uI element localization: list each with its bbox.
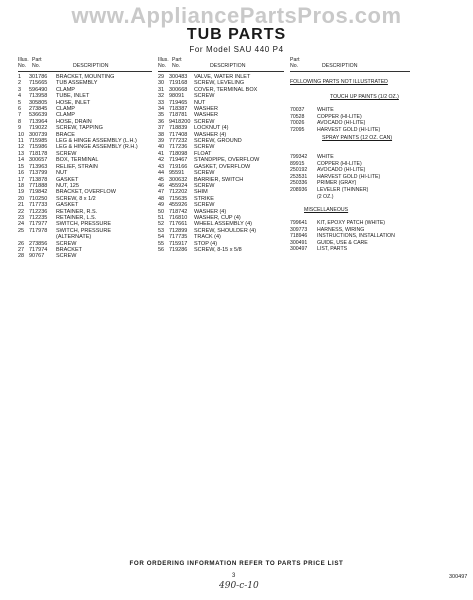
left-column-header	[18, 57, 109, 69]
illus-number: 56	[158, 246, 165, 253]
part-number: 719465	[169, 99, 188, 106]
part-number: 777232	[169, 138, 188, 145]
part-number: 305805	[29, 99, 48, 106]
part-description: BRACKET, MOUNTING	[56, 74, 115, 80]
part-description: BRACKET	[56, 246, 82, 253]
part-number: 715917	[169, 240, 188, 247]
illus-number: 17	[18, 176, 25, 183]
touch-up-heading: TOUCH UP PAINTS (1/2 OZ.)	[330, 94, 399, 100]
part-description: VALVE, WATER INLET	[194, 74, 251, 80]
header-description: DESCRIPTION	[210, 63, 246, 69]
ordering-info-footer: FOR ORDERING INFORMATION REFER TO PARTS PRICE LIST	[129, 560, 344, 567]
illus-number: 34	[158, 106, 165, 113]
illus-number: 18	[18, 182, 25, 189]
illus-number: 45	[158, 176, 165, 183]
part-description: KIT, EPOXY PATCH (WHITE)	[317, 220, 386, 226]
part-description: RELIEF, STRAIN	[56, 163, 98, 170]
part-description: WASHER (4)	[194, 208, 227, 215]
part-description: SCREW, LEVELING	[194, 80, 245, 87]
document-number: 300497	[449, 574, 468, 580]
part-number: 799641	[290, 220, 308, 226]
part-number: 718781	[169, 112, 188, 119]
illus-number: 33	[158, 99, 165, 106]
illus-number: 55	[158, 240, 165, 247]
parts-row	[18, 253, 152, 259]
illus-number: 47	[158, 189, 165, 196]
illus-number: 30	[158, 80, 165, 87]
illus-number: 1	[18, 74, 22, 80]
part-description: HARNESS, WIRING	[317, 226, 365, 233]
illus-number: 2	[18, 80, 22, 87]
header-part-no: No.	[32, 63, 41, 69]
part-description: AVOCADO (HI-LITE)	[317, 167, 366, 174]
illus-number: 40	[158, 144, 165, 151]
part-number: 712899	[169, 227, 188, 234]
middle-column-header	[158, 57, 246, 69]
illus-number: 37	[158, 125, 165, 132]
part-number: 273856	[29, 240, 48, 247]
right-header-rule	[290, 71, 410, 72]
part-description: NUT, 125	[56, 182, 79, 189]
part-number: 719842	[29, 189, 48, 196]
part-number: 712236	[29, 208, 48, 215]
misc-heading: MISCELLANEOUS	[304, 207, 349, 213]
watermark-text: www.AppliancePartsPros.com	[71, 3, 402, 28]
illus-number: 36	[158, 118, 165, 125]
part-description: SCREW	[194, 202, 215, 209]
part-number: 717735	[169, 234, 188, 241]
part-description: LEVELER (THINNER)	[317, 187, 369, 193]
illus-number: 29	[158, 74, 165, 80]
part-number: 300497	[290, 246, 308, 253]
part-number: 596490	[29, 86, 48, 93]
part-number: 717408	[169, 131, 188, 138]
part-description: SCREW	[56, 240, 77, 247]
part-description: COPPER (HI-LITE)	[317, 113, 362, 120]
part-description: LOCKNUT (4)	[194, 125, 229, 132]
illus-number: 25	[18, 227, 25, 234]
illus-number: 24	[18, 221, 25, 228]
part-number: 95591	[169, 170, 185, 177]
illus-number: 49	[158, 202, 165, 209]
part-description: COPPER (HI-LITE)	[317, 160, 362, 167]
part-number: 719168	[169, 80, 188, 87]
illus-number: 41	[158, 150, 165, 157]
header-no: No.	[290, 63, 299, 69]
part-number: 70026	[290, 120, 305, 127]
part-number: 717974	[29, 246, 48, 253]
illus-number: 43	[158, 163, 165, 170]
illus-number: 5	[18, 99, 22, 106]
illus-number: 54	[158, 234, 165, 241]
part-description: SCREW, GROUND	[194, 138, 242, 145]
part-description: LIST, PARTS	[317, 246, 348, 253]
header-description: DESCRIPTION	[322, 63, 358, 69]
part-number: 300657	[29, 157, 48, 164]
part-description: LEG & HINGE ASSEMBLY (R.H.)	[56, 144, 138, 151]
illus-number: 12	[18, 144, 25, 151]
part-description: HOSE, INLET	[56, 99, 91, 106]
part-number: 300632	[169, 176, 188, 183]
illus-number: 48	[158, 195, 165, 202]
part-number: 300483	[169, 74, 188, 80]
part-description: SCREW, SHOULDER (4)	[194, 227, 257, 234]
part-number: 90767	[29, 253, 45, 260]
part-number: 712202	[169, 189, 188, 196]
right-column-header	[290, 57, 358, 69]
header-no: No.	[18, 63, 27, 69]
header-part: Part	[290, 57, 300, 63]
part-description: BARRIER, SWITCH	[194, 176, 244, 183]
illus-number: 44	[158, 170, 165, 177]
part-description: GASKET	[56, 202, 79, 209]
illus-number: 10	[18, 131, 25, 138]
part-description: GASKET	[56, 176, 79, 183]
part-description: LEG & HINGE ASSEMBLY (L.H.)	[56, 138, 137, 145]
illus-number: 39	[158, 138, 165, 145]
part-number: 72095	[290, 126, 305, 133]
part-description: INSTRUCTIONS, INSTALLATION	[317, 233, 395, 240]
part-description: TRACK (4)	[194, 234, 221, 241]
page-number: 3	[232, 573, 236, 579]
illus-number: 26	[18, 240, 25, 247]
part-number: 717661	[169, 221, 188, 228]
part-number: 273845	[29, 106, 48, 113]
part-number: 98091	[169, 93, 185, 100]
part-number: 309773	[290, 226, 308, 233]
parts-row	[158, 247, 284, 253]
illus-number: 32	[158, 93, 165, 100]
part-number: 717236	[169, 144, 188, 151]
part-number: 9418200	[169, 118, 191, 125]
part-number: 717977	[29, 221, 48, 228]
part-description: CLAMP	[56, 106, 75, 113]
illus-number: 4	[18, 93, 22, 100]
part-number: 455926	[169, 202, 188, 209]
page-title: TUB PARTS	[186, 26, 287, 43]
part-description: (ALTERNATE)	[56, 234, 92, 241]
illus-number: 16	[18, 170, 25, 177]
part-number: 719022	[29, 125, 48, 132]
part-description: WASHER, CUP (4)	[194, 214, 241, 221]
illus-number: 21	[18, 202, 25, 209]
part-description: SCREW, 8-15 x 5/8	[194, 246, 242, 253]
part-description: GUIDE, USE & CARE	[317, 239, 368, 246]
part-description: RETAINER, R.S.	[56, 208, 98, 215]
part-description: SCREW	[194, 118, 215, 125]
part-description: SCREW, 8 x 1/2	[56, 195, 96, 202]
middle-parts-list	[158, 74, 284, 253]
part-number: 717733	[29, 202, 48, 209]
part-number: 718946	[290, 233, 308, 240]
header-illus: Illus.	[18, 57, 29, 63]
illus-number: 19	[18, 189, 25, 196]
part-number: 719286	[169, 246, 188, 253]
header-part: Part	[172, 57, 182, 63]
part-description: SCREW	[194, 170, 215, 177]
illus-number: 7	[18, 112, 22, 119]
part-number: 70528	[290, 113, 305, 120]
part-description: WASHER	[194, 106, 218, 113]
illus-number: 6	[18, 106, 22, 113]
illus-number: 35	[158, 112, 165, 119]
part-description: GASKET, OVERFLOW	[194, 163, 251, 170]
illus-number: 27	[18, 246, 25, 253]
illus-number: 50	[158, 208, 165, 215]
part-description: COVER, TERMINAL BOX	[194, 86, 258, 93]
header-part: Part	[32, 57, 42, 63]
part-number: 710250	[29, 195, 48, 202]
part-number: 300739	[29, 131, 48, 138]
illus-number: 9	[18, 125, 22, 132]
part-description: NUT	[56, 170, 68, 177]
part-description: HARVEST GOLD (HI-LITE)	[317, 126, 381, 133]
part-description: STANDPIPE, OVERFLOW	[194, 157, 260, 164]
part-number: 719467	[169, 157, 188, 164]
part-number: 712235	[29, 214, 48, 221]
illus-number: 46	[158, 182, 165, 189]
left-parts-list	[18, 74, 152, 260]
illus-number: 31	[158, 86, 165, 93]
part-description: AVOCADO (HI-LITE)	[317, 120, 366, 127]
part-description: SCREW	[194, 182, 215, 189]
part-description: SCREW	[56, 253, 77, 260]
header-no: No.	[158, 63, 167, 69]
part-description: WASHER (4)	[194, 131, 227, 138]
spray-heading: SPRAY PAINTS (12 OZ. CAN)	[322, 135, 393, 141]
part-number: 300491	[290, 239, 308, 246]
part-description: SWITCH, PRESSURE	[56, 227, 112, 234]
part-description: WHITE	[317, 107, 334, 113]
part-description: CLAMP	[56, 112, 75, 119]
part-description: SCREW	[194, 144, 215, 151]
part-number: 715986	[29, 144, 48, 151]
part-number: 250192	[290, 167, 308, 174]
part-number: 253531	[290, 173, 308, 180]
illus-number: 3	[18, 86, 22, 93]
illus-number: 8	[18, 118, 22, 125]
header-description: DESCRIPTION	[73, 63, 109, 69]
illus-number: 28	[18, 253, 25, 260]
part-number: 716810	[169, 214, 188, 221]
illus-number: 52	[158, 221, 165, 228]
part-description: TUB ASSEMBLY	[56, 80, 98, 87]
part-description: CLAMP	[56, 86, 75, 93]
part-description: PRIMER (GRAY)	[317, 180, 357, 187]
part-description: HOSE, DRAIN	[56, 118, 92, 125]
part-number: 713799	[29, 170, 48, 177]
part-number: 771888	[29, 182, 48, 189]
part-description: SWITCH, PRESSURE	[56, 221, 112, 228]
illus-number: 23	[18, 214, 25, 221]
part-description: WHEEL ASSEMBLY (4)	[194, 221, 252, 228]
illus-number: 15	[18, 163, 25, 170]
part-number: 718839	[169, 125, 188, 132]
part-number: 300668	[169, 86, 188, 93]
part-number: 89915	[290, 160, 305, 167]
part-description: TUBE, INLET	[56, 93, 90, 100]
part-number: 455924	[169, 182, 188, 189]
part-number: 715985	[29, 138, 48, 145]
part-number: 536639	[29, 112, 48, 119]
part-description: SHIM	[194, 189, 208, 196]
not-illustrated-heading: FOLLOWING PARTS NOT ILLUSTRATED	[290, 79, 388, 85]
illus-number: 20	[18, 195, 25, 202]
part-description: WASHER	[194, 112, 218, 119]
illus-number: 11	[18, 138, 24, 145]
illus-number: 42	[158, 157, 165, 164]
header-illus: Illus.	[158, 57, 169, 63]
part-description: HARVEST GOLD (HI-LITE)	[317, 173, 381, 180]
part-number: 718178	[29, 150, 48, 157]
part-number: 718098	[169, 150, 188, 157]
part-description: STOP (4)	[194, 240, 218, 247]
part-number: 713964	[29, 118, 48, 125]
part-description: NUT	[194, 99, 206, 106]
part-number: 799342	[290, 154, 308, 160]
part-number: 250336	[290, 180, 308, 187]
part-number: 715665	[29, 80, 48, 87]
header-part-no: No.	[172, 63, 181, 69]
part-number: 713963	[29, 163, 48, 170]
part-description: RETAINER, L.S.	[56, 214, 97, 221]
middle-header-rule	[158, 71, 284, 72]
part-description: WHITE	[317, 154, 334, 160]
handwritten-note: 490-c-10	[219, 581, 259, 591]
part-number: 718387	[169, 106, 188, 113]
part-description: STRIKE	[194, 195, 214, 202]
part-number: 301786	[29, 74, 48, 80]
illus-number: 38	[158, 131, 165, 138]
part-description: SCREW, TAPPING	[56, 125, 103, 132]
part-description: (2 OZ.)	[317, 193, 334, 200]
part-description: BRACE	[56, 131, 75, 138]
part-number: 718742	[169, 208, 188, 215]
part-number: 715635	[169, 195, 188, 202]
illus-number: 14	[18, 157, 25, 164]
illus-number: 53	[158, 227, 165, 234]
part-number: 713878	[29, 176, 48, 183]
page-subtitle: For Model SAU 440 P4	[189, 45, 284, 54]
part-number: 717978	[29, 227, 48, 234]
illus-number: 51	[158, 214, 165, 221]
part-description: SCREW	[56, 150, 77, 157]
part-description: FLOAT	[194, 150, 212, 157]
part-number: 70037	[290, 107, 305, 113]
illus-number: 22	[18, 208, 25, 215]
illus-number: 13	[18, 150, 25, 157]
part-description: BRACKET, OVERFLOW	[56, 189, 116, 196]
part-number: 719166	[169, 163, 188, 170]
part-number: 713958	[29, 93, 48, 100]
left-header-rule	[18, 71, 152, 72]
part-description: BOX, TERMINAL	[56, 157, 99, 164]
part-description: SCREW	[194, 93, 215, 100]
part-number: 208936	[290, 187, 308, 193]
